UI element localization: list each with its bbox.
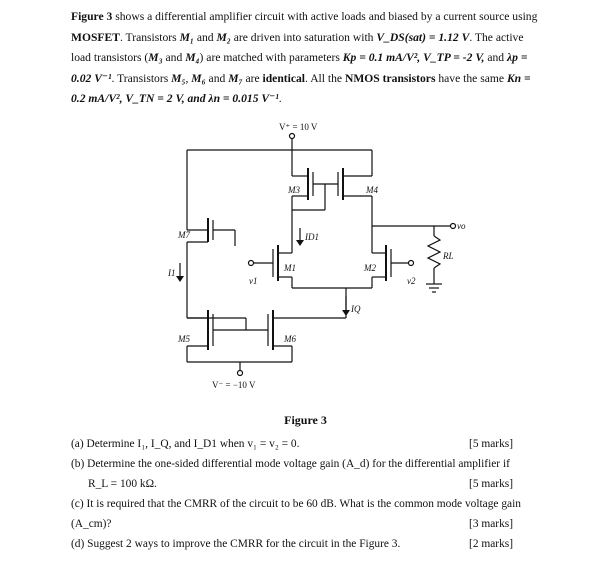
question-c-text: (c) It is required that the CMRR of the circuit to be 60 dB. What is the common mode voltage gain [71,498,521,510]
vminus-terminal [238,371,243,376]
vminus-label: V⁻ = −10 V [212,380,256,390]
i1-label: I1 [168,268,176,278]
question-d [71,536,541,553]
intro-comma: , [185,71,192,85]
m6-term: M₆ [191,71,206,85]
intro-and: and [193,30,217,44]
vo-label: vo [457,221,466,231]
lambda-p: λp = 0.02 V⁻¹ [71,51,528,85]
m4-term: M₄ [185,51,200,64]
intro-text-2: . Transistors [119,30,180,44]
vplus-terminal [290,134,295,139]
intro-text-1: shows a differential amplifier circuit with active loads and biased by a current source using [112,10,538,23]
intro-text-7: . Transistors [111,71,172,85]
question-b-text: (b) Determine the one-sided differential mode voltage gain (A_d) for the differential amplifier if [71,458,510,470]
question-a-marks: [5 marks] [469,438,513,450]
v2-label: v2 [407,276,416,286]
intro-and-2: and [162,51,186,64]
m5-label: M5 [178,334,190,344]
question-b-rl: R_L = 100 kΩ. [88,478,157,490]
intro-and-3: and [205,71,229,85]
kp-params: Kp = 0.1 mA/V², V_TP = -2 V, [342,51,485,64]
circuit-figure [150,118,470,408]
m3-term: M₃ [148,51,163,64]
figure-caption: Figure 3 [284,413,327,427]
question-c-acm: (A_cm)? [71,518,112,530]
intro-text-4: . The active load transistors ( [71,30,524,64]
question-b-marks: [5 marks] [469,478,513,490]
kn-params: Kn = 0.2 mA/V², V_TN = 2 V, and λn = 0.015 V⁻¹ [71,71,531,105]
nmos-term: NMOS transistors [344,71,436,85]
question-b [71,456,541,473]
question-c-continued [71,516,541,533]
intro-text-3: are driven into saturation with [230,30,377,44]
intro-text-9: . All the [305,71,345,85]
question-c [71,496,541,513]
id1-label: ID1 [305,232,319,242]
mosfet-term: MOSFET [71,30,120,44]
question-a-text: (a) Determine I₁, I_Q, and I_D1 when v₁ = v₂ = 0. [71,438,300,450]
question-d-marks: [2 marks] [469,538,513,550]
m7-term: M₇ [228,71,243,85]
problem-statement [71,7,541,110]
m5-term: M₅ [171,71,186,85]
identical-term: identical [262,71,306,85]
m2-label: M2 [364,263,376,273]
intro-period: . [278,92,282,105]
m4-label: M4 [366,185,378,195]
differential-amplifier-schematic [150,118,470,408]
intro-text-8: are [242,71,263,85]
iq-label: IQ [351,304,361,314]
intro-text-5: ) are matched with parameters [199,51,343,64]
m2-term: M₂ [216,30,231,44]
m7-label: M7 [178,230,190,240]
question-a [71,436,541,453]
question-b-continued [88,476,541,493]
v1-label: v1 [249,276,258,286]
intro-text-6: and [484,51,508,64]
figure-reference: Figure 3 [71,10,113,23]
rl-resistor [428,236,440,268]
m6-label: M6 [284,334,296,344]
m1-label: M1 [284,263,296,273]
m3-label: M3 [288,185,300,195]
rl-label: RL [443,251,454,261]
vo-terminal [451,224,456,229]
v2-terminal [409,261,414,266]
intro-text-10: have the same [435,71,507,85]
vds-sat: V_DS(sat) = 1.12 V [376,30,470,44]
question-d-text: (d) Suggest 2 ways to improve the CMRR for the circuit in the Figure 3. [71,538,401,550]
question-c-marks: [3 marks] [469,518,513,530]
vplus-label: V⁺ = 10 V [279,122,318,132]
m1-term: M₁ [179,30,194,44]
v1-terminal [249,261,254,266]
